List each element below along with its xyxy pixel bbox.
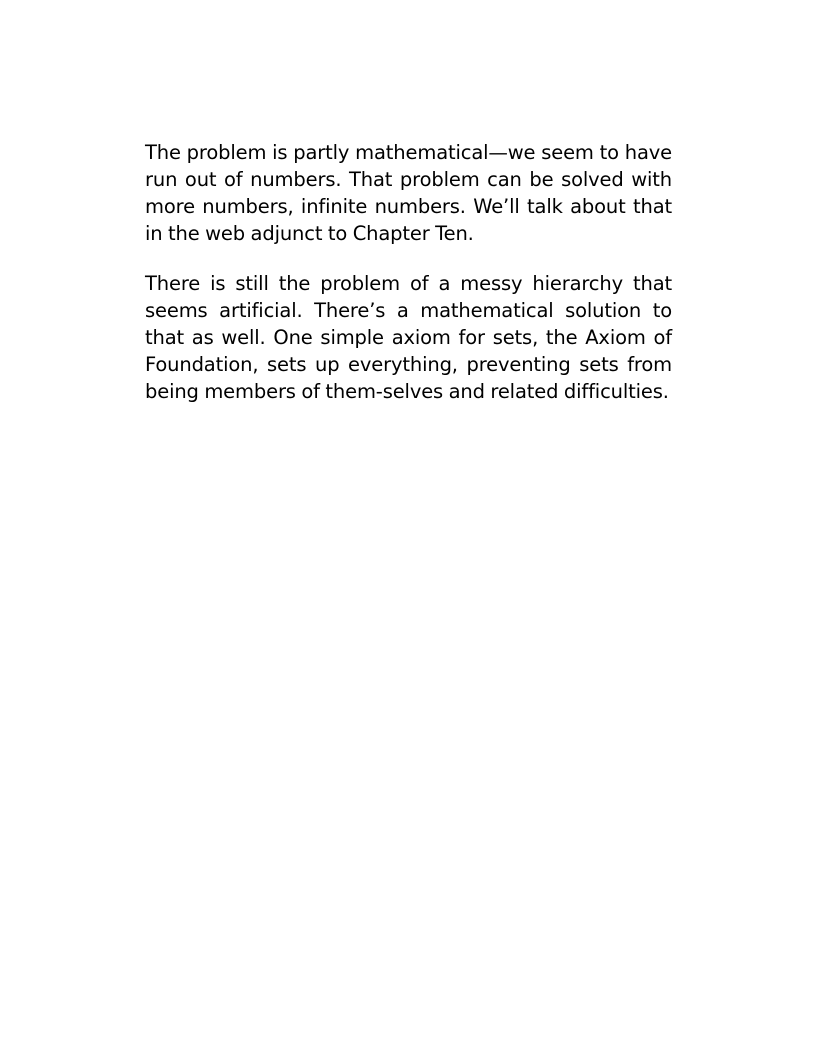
paragraph-numbers: The problem is partly mathematical—we seem to have run out of numbers. That problem can be solved with more numbers, infinite numbers. We’ll talk about that in the web adjunct to Chapter Ten.	[145, 141, 672, 245]
body-text	[145, 139, 672, 405]
paragraph-hierarchy: There is still the problem of a messy hierarchy that seems artificial. There’s a mathematical solution to that as well. One simple axiom for sets, the Axiom of Foundation, sets up everything, preventing sets from being members of them-selves and related difficulties.	[145, 272, 672, 403]
